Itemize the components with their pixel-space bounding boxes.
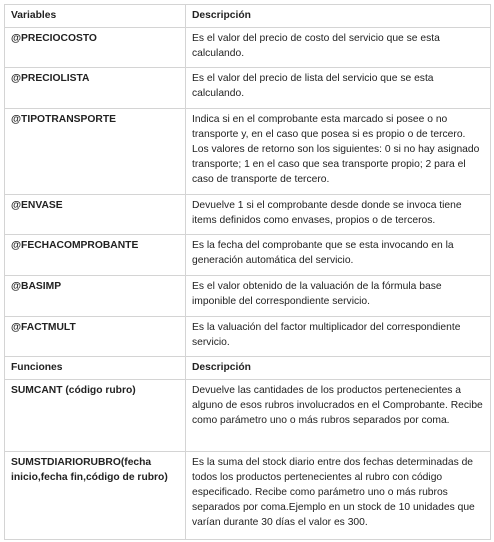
variable-description: Es el valor obtenido de la valuación de la fórmula base imponible del correspondiente servicio. — [186, 276, 491, 317]
variables-column-header: Variables — [5, 5, 186, 28]
functions-column-header: Funciones — [5, 357, 186, 380]
function-description: Devuelve las cantidades de los productos pertenecientes a alguno de esos rubros involucrados en el Comprobante. Recibe como parámetro uno o más rubros separados por coma. — [186, 380, 491, 452]
table-row — [5, 380, 491, 452]
table-row — [5, 276, 491, 317]
description-column-header: Descripción — [186, 357, 491, 380]
variable-name: @FACTMULT — [5, 317, 186, 357]
description-column-header: Descripción — [186, 5, 491, 28]
variable-description: Es la valuación del factor multiplicador del correspondiente servicio. — [186, 317, 491, 357]
variable-name: @PRECIOLISTA — [5, 68, 186, 109]
variable-name: @PRECIOCOSTO — [5, 28, 186, 68]
variable-name: @BASIMP — [5, 276, 186, 317]
table-row — [5, 235, 491, 276]
table-row — [5, 317, 491, 357]
table-row — [5, 68, 491, 109]
variables-header-row — [5, 5, 491, 28]
function-name: SUMCANT (código rubro) — [5, 380, 186, 452]
functions-header-row — [5, 357, 491, 380]
variable-name: @ENVASE — [5, 195, 186, 235]
variable-description: Es el valor del precio de costo del servicio que se esta calculando. — [186, 28, 491, 68]
reference-table — [4, 4, 491, 540]
function-description: Es la suma del stock diario entre dos fechas determinadas de todos los productos pertenecientes al rubro con código especificado. Recibe como parámetro uno o más rubros separados por coma.Ejemplo en un stock de 10 unidades que varían durante 30 días el valor es 300. — [186, 452, 491, 540]
variable-description: Devuelve 1 si el comprobante desde donde se invoca tiene items definidos como envases, propios o de terceros. — [186, 195, 491, 235]
table-row — [5, 109, 491, 195]
table-row — [5, 195, 491, 235]
table-row — [5, 452, 491, 540]
variable-name: @FECHACOMPROBANTE — [5, 235, 186, 276]
variable-description: Es el valor del precio de lista del servicio que se esta calculando. — [186, 68, 491, 109]
variable-name: @TIPOTRANSPORTE — [5, 109, 186, 195]
variable-description: Es la fecha del comprobante que se esta invocando en la generación automática del servicio. — [186, 235, 491, 276]
table-row — [5, 28, 491, 68]
function-name: SUMSTDIARIORUBRO(fecha inicio,fecha fin,código de rubro) — [5, 452, 186, 540]
variable-description: Indica si en el comprobante esta marcado si posee o no transporte y, en el caso que posea si es propio o de tercero. Los valores de retorno son los siguientes: 0 si no hay asignado transporte; 1 en el caso que sea transporte propio; 2 para el caso de transporte de tercero. — [186, 109, 491, 195]
